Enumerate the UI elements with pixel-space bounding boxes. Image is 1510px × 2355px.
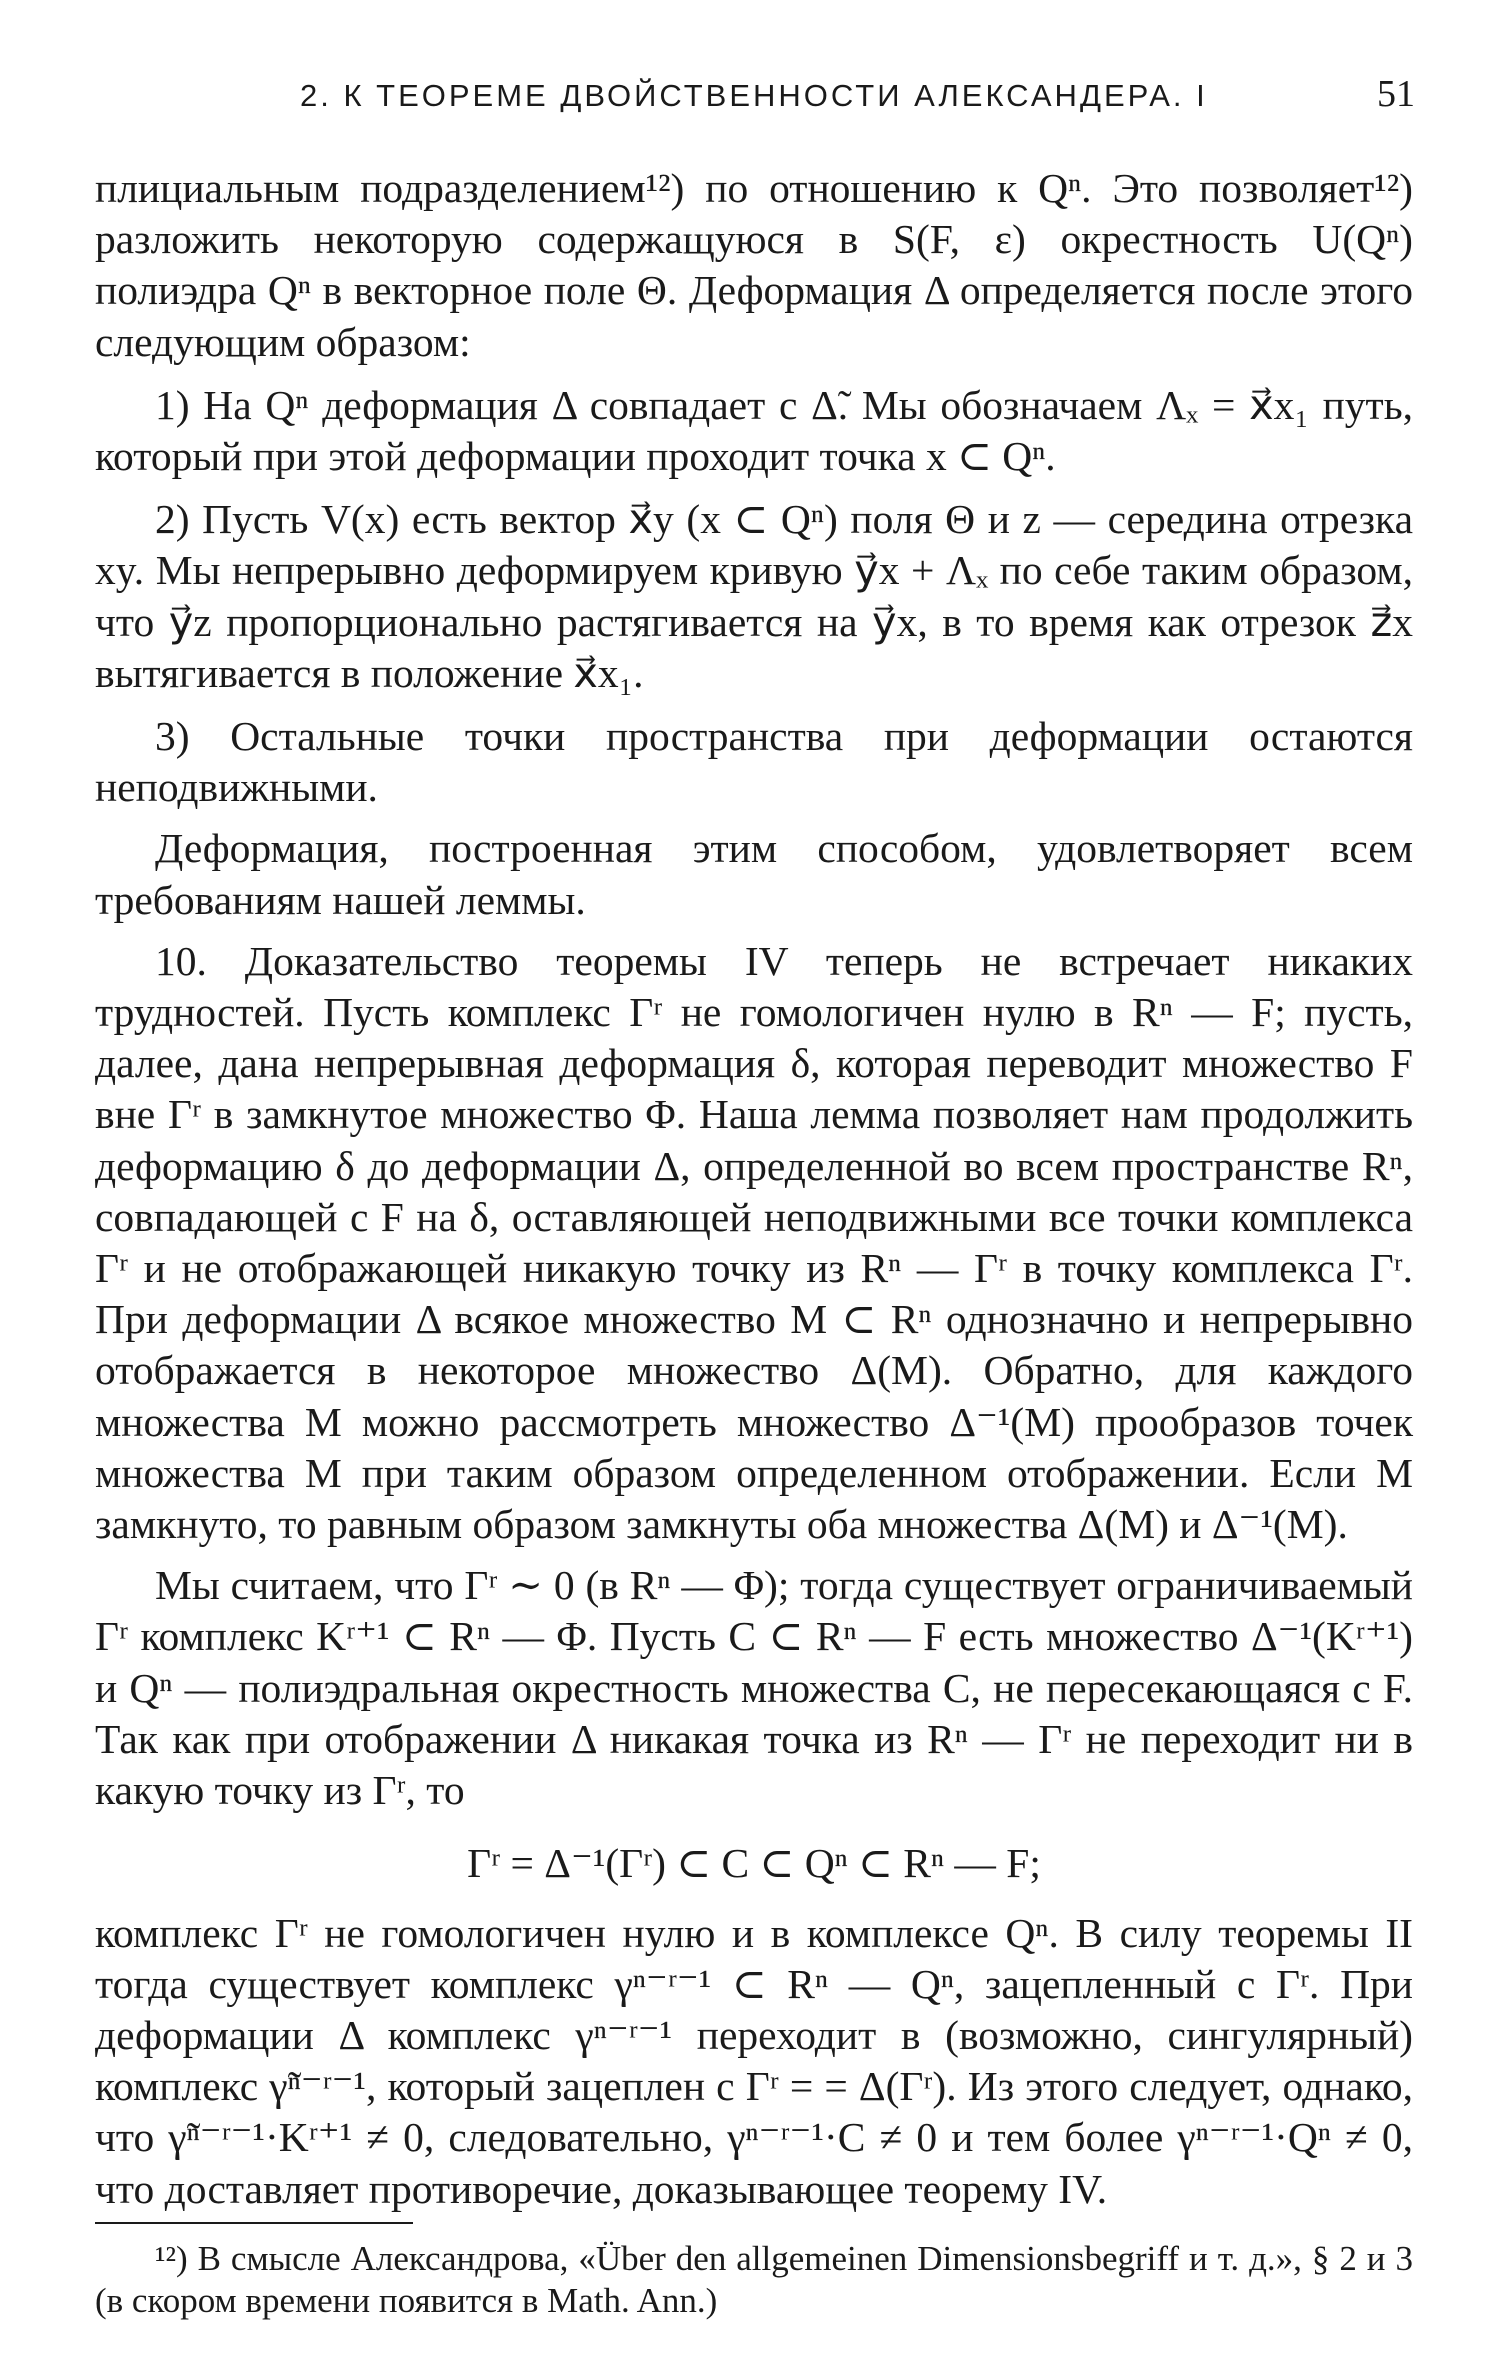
footnote-12: ¹²) В смысле Александрова, «Über den allgemeinen Dimensionsbegriff и т. д.», § 2 и 3 (в скором времени появится в Math. Ann.) [95,2239,1413,2320]
running-head: 2. К ТЕОРЕМЕ ДВОЙСТВЕННОСТИ АЛЕКСАНДЕРА. I [300,78,1208,113]
paragraph-continued: плициальным подразделением¹²) по отношению к Qⁿ. Это позволяет¹²) разложить некоторую содержащуюся в S(F, ε) окрестность U(Qⁿ) полиэдра Qⁿ в векторное поле Θ. Деформация Δ определяется после этого следующим образом: [95,165,1413,365]
footnote-rule [95,2222,413,2224]
list-item-1: 1) На Qⁿ деформация Δ совпадает с Δ̃. Мы обозначаем Λₓ = x⃗x₁ путь, который при этой деформации проходит точка x ⊂ Qⁿ. [95,381,1413,480]
page-header [95,72,1415,122]
paragraph-section-10: 10. Доказательство теоремы IV теперь не встречает никаких трудностей. Пусть комплекс Γʳ не гомологичен нулю в Rⁿ — F; пусть, далее, дана непрерывная деформация δ, которая переводит множество F вне Γʳ в замкнутое множество Φ. Наша лемма позволяет нам продолжить деформацию δ до деформации Δ, определенной во всем пространстве Rⁿ, совпадающей с F на δ, оставляющей неподвижными все точки комплекса Γʳ и не отображающей никакую точку из Rⁿ — Γʳ в точку комплекса Γʳ. При деформации Δ всякое множество M ⊂ Rⁿ однозначно и непрерывно отображается в некоторое множество Δ(M). Обратно, для каждого множества M можно рассмотреть множество Δ⁻¹(M) прообразов точек множества M при таким образом определенном отображении. Если M замкнуто, то равным образом замкнуты оба множества Δ(M) и Δ⁻¹(M). [95,937,1413,1548]
paragraph-assumption: Мы считаем, что Γʳ ∼ 0 (в Rⁿ — Φ); тогда существует ограничиваемый Γʳ комплекс Kʳ⁺¹ ⊂ Rⁿ — Φ. Пусть C ⊂ Rⁿ — F есть множество Δ⁻¹(Kʳ⁺¹) и Qⁿ — полиэдральная окрестность множества C, не пересекающаяся с F. Так как при отображении Δ никакая точка из Rⁿ — Γʳ не переходит ни в какую точку из Γʳ, то [95,1562,1413,1814]
list-item-2: 2) Пусть V(x) есть вектор x⃗y (x ⊂ Qⁿ) поля Θ и z — середина отрезка xy. Мы непрерывно деформируем кривую y⃗x + Λₓ по себе таким образом, что y⃗z пропорционально растягивается на y⃗x, в то время как отрезок z⃗x вытягивается в положение x⃗x₁. [95,496,1413,696]
paragraph-conclusion: комплекс Γʳ не гомологичен нулю и в комплексе Qⁿ. В силу теоремы II тогда существует комплекс γⁿ⁻ʳ⁻¹ ⊂ Rⁿ — Qⁿ, зацепленный с Γʳ. При деформации Δ комплекс γⁿ⁻ʳ⁻¹ переходит в (возможно, сингулярный) комплекс γ̃ⁿ⁻ʳ⁻¹, который зацеплен с Γʳ = = Δ(Γʳ). Из этого следует, однако, что γ̃ⁿ⁻ʳ⁻¹·Kʳ⁺¹ ≠ 0, следовательно, γⁿ⁻ʳ⁻¹·C ≠ 0 и тем более γⁿ⁻ʳ⁻¹·Qⁿ ≠ 0, что доставляет противоречие, доказывающее теорему IV. [95,1909,1413,2212]
body-text [95,163,1413,2215]
display-formula: Γʳ = Δ⁻¹(Γʳ) ⊂ C ⊂ Qⁿ ⊂ Rⁿ — F; [467,1840,1041,1887]
page-number: 51 [1377,73,1415,115]
footnote [95,2238,1413,2322]
paragraph-deformation: Деформация, построенная этим способом, удовлетворяет всем требованиям нашей леммы. [95,825,1413,923]
list-item-3: 3) Остальные точки пространства при деформации остаются неподвижными. [95,713,1413,811]
